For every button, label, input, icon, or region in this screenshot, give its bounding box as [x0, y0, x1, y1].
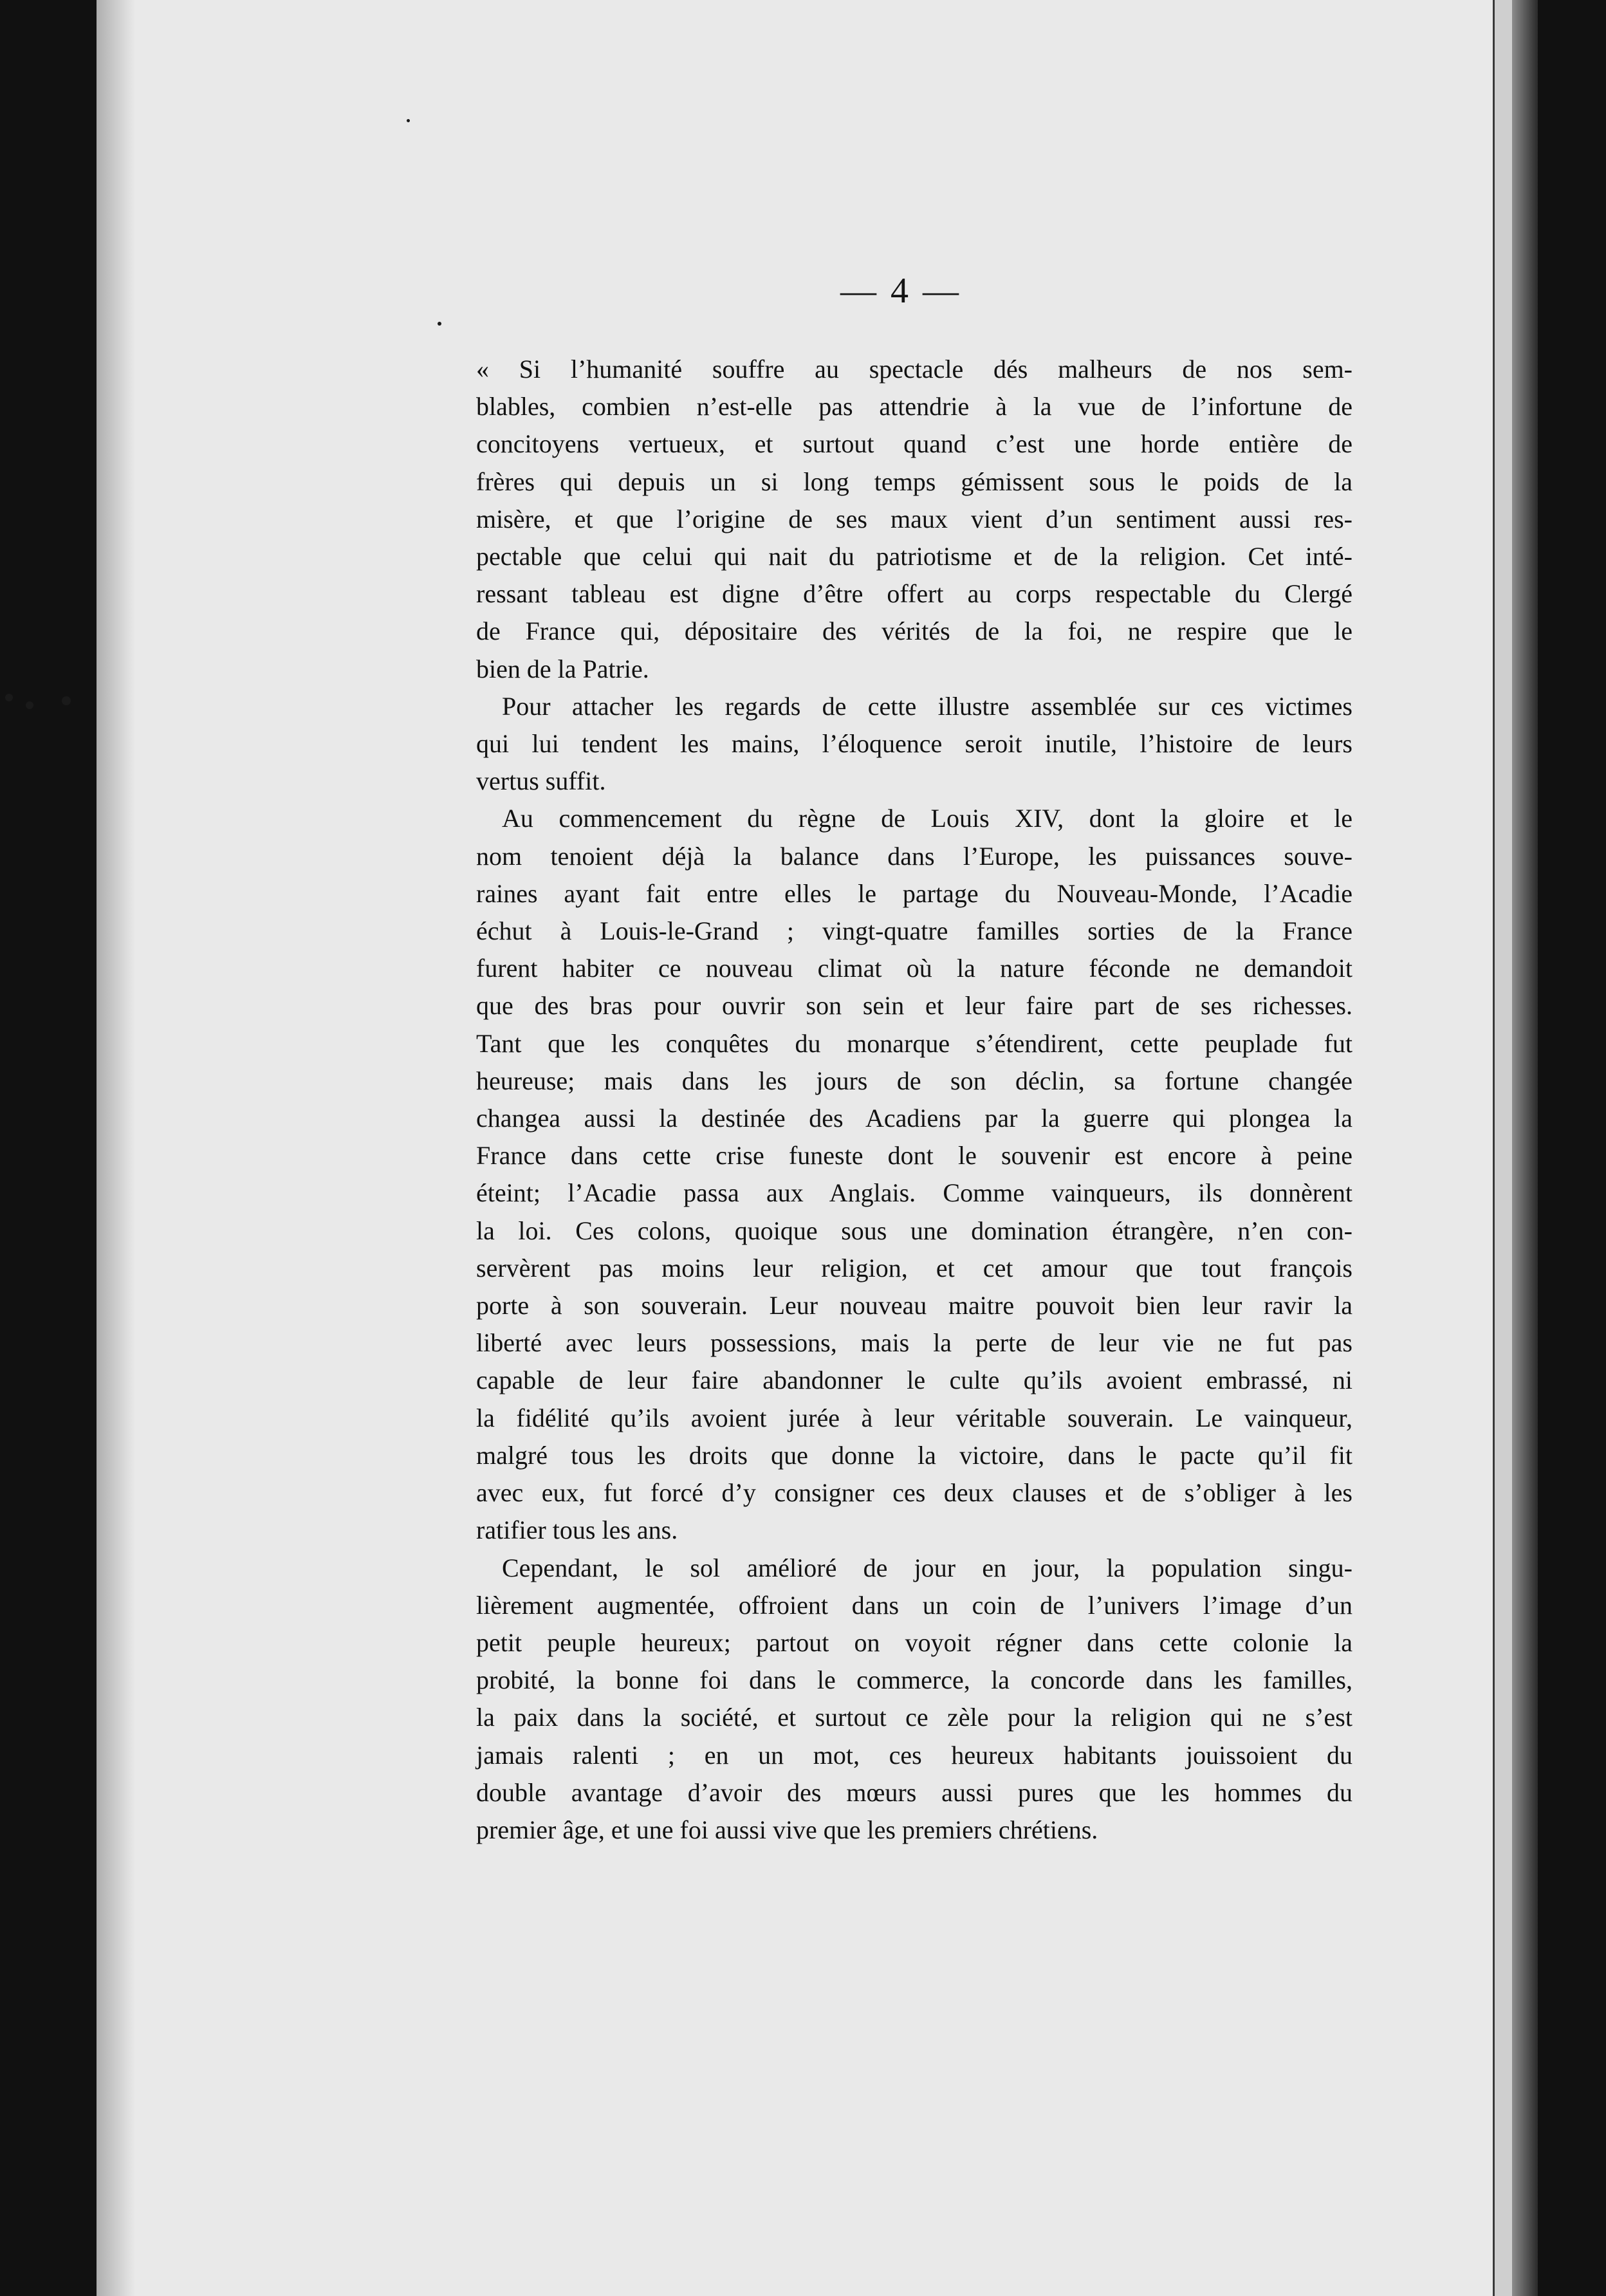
text-line: frères qui depuis un si long temps gémissent sous le poids de la: [476, 467, 1352, 496]
page-binding-shadow: [97, 0, 135, 2296]
text-line: ratifier tous les ans.: [476, 1515, 678, 1545]
text-line: double avantage d’avoir des mœurs aussi pures que les hommes du: [476, 1777, 1352, 1807]
text-line: vertus suffit.: [476, 766, 606, 796]
text-line: la fidélité qu’ils avoient jurée à leur véritable souverain. Le vainqueur,: [476, 1403, 1352, 1432]
text-line: avec eux, fut forcé d’y consigner ces deux clauses et de s’obliger à les: [476, 1478, 1352, 1508]
text-line: misère, et que l’origine de ses maux vient d’un sentiment aussi res-: [476, 504, 1352, 533]
text-line: malgré tous les droits que donne la victoire, dans le pacte qu’il fit: [476, 1440, 1352, 1470]
text-line: liberté avec leurs possessions, mais la perte de leur vie ne fut pas: [476, 1328, 1352, 1358]
text-line: heureuse; mais dans les jours de son déclin, sa fortune changée: [476, 1066, 1352, 1095]
page-number: — 4 —: [840, 271, 961, 311]
text-line: raines ayant fait entre elles le partage du Nouveau-Monde, l’Acadie: [476, 878, 1352, 908]
text-line: la paix dans la société, et surtout ce zèle pour la religion qui ne s’est: [476, 1703, 1352, 1732]
text-line: qui lui tendent les mains, l’éloquence seroit inutile, l’histoire de leurs: [476, 729, 1352, 759]
text-line: ressant tableau est digne d’être offert au corps respectable du Clergé: [476, 579, 1352, 609]
text-line: blables, combien n’est-elle pas attendrie à la vue de l’infortune de: [476, 392, 1352, 421]
text-line: Tant que les conquêtes du monarque s’étendirent, cette peuplade fut: [476, 1028, 1352, 1058]
text-line: porte à son souverain. Leur nouveau maitre pouvoit bien leur ravir la: [476, 1291, 1352, 1320]
text-line: concitoyens vertueux, et surtout quand c’est une horde entière de: [476, 429, 1352, 459]
text-line: probité, la bonne foi dans le commerce, la concorde dans les familles,: [476, 1665, 1352, 1695]
page-edge: [1493, 0, 1514, 2296]
scan-speck: [438, 322, 441, 326]
text-line: petit peuple heureux; partout on voyoit régner dans cette colonie la: [476, 1627, 1352, 1657]
text-line: France dans cette crise funeste dont le souvenir est encore à peine: [476, 1141, 1352, 1171]
text-line: de France qui, dépositaire des vérités de la foi, ne respire que le: [476, 616, 1352, 646]
text-line: Pour attacher les regards de cette illustre assemblée sur ces victimes: [502, 691, 1352, 721]
scan-speck: [407, 119, 410, 122]
text-line: changea aussi la destinée des Acadiens par la guerre qui plongea la: [476, 1104, 1352, 1133]
paragraph-2: [476, 688, 1352, 801]
text-line: échut à Louis-le-Grand ; vingt-quatre familles sorties de la France: [476, 916, 1352, 946]
text-line: Au commencement du règne de Louis XIV, dont la gloire et le: [502, 804, 1352, 833]
scan-speck: [26, 701, 33, 709]
text-line: capable de leur faire abandonner le culte qu’ils avoient embrassé, ni: [476, 1366, 1352, 1395]
text-line: premier âge, et une foi aussi vive que les premiers chrétiens.: [476, 1815, 1098, 1844]
text-line: servèrent pas moins leur religion, et cet amour que tout françois: [476, 1253, 1352, 1282]
text-line: Cependant, le sol amélioré de jour en jour, la population singu-: [502, 1553, 1352, 1582]
text-line: nom tenoient déjà la balance dans l’Europe, les puissances souve-: [476, 841, 1352, 871]
body-text: [476, 351, 1352, 1849]
page-edge-shadow: [1512, 0, 1538, 2296]
paragraph-4: [476, 1550, 1352, 1849]
scan-speck: [62, 696, 71, 705]
scan-speck: [5, 694, 13, 701]
paragraph-1: [476, 351, 1352, 688]
text-line: « Si l’humanité souffre au spectacle dés malheurs de nos sem-: [476, 355, 1352, 384]
text-line: la loi. Ces colons, quoique sous une domination étrangère, n’en con-: [476, 1216, 1352, 1245]
text-line: pectable que celui qui nait du patriotisme et de la religion. Cet inté-: [476, 542, 1352, 571]
text-line: furent habiter ce nouveau climat où la nature féconde ne demandoit: [476, 954, 1352, 983]
text-line: lièrement augmentée, offroient dans un coin de l’univers l’image d’un: [476, 1590, 1352, 1620]
text-line: éteint; l’Acadie passa aux Anglais. Comme vainqueurs, ils donnèrent: [476, 1178, 1352, 1208]
paragraph-3: [476, 800, 1352, 1549]
text-line: bien de la Patrie.: [476, 654, 649, 683]
text-line: jamais ralenti ; en un mot, ces heureux habitants jouissoient du: [476, 1740, 1352, 1770]
text-line: que des bras pour ouvrir son sein et leur faire part de ses richesses.: [476, 991, 1352, 1021]
